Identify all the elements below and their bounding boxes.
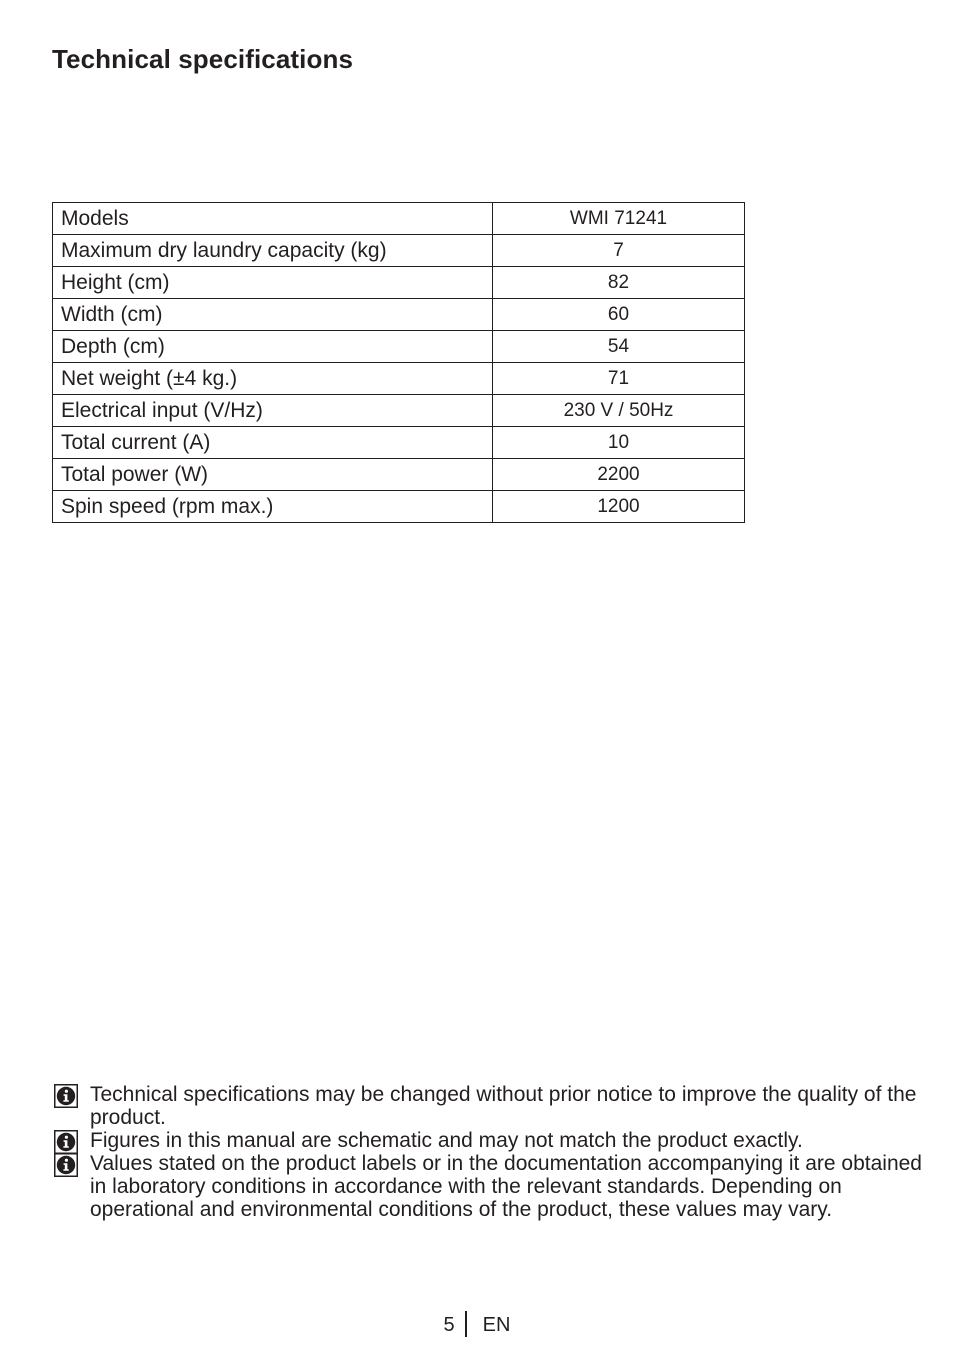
spec-value: 2200 [493, 459, 745, 491]
table-row [53, 459, 745, 491]
table-row [53, 331, 745, 363]
info-icon [54, 1084, 78, 1108]
spec-value: 7 [493, 235, 745, 267]
spec-label: Total power (W) [53, 459, 493, 491]
info-icon [54, 1153, 78, 1177]
spec-label: Maximum dry laundry capacity (kg) [53, 235, 493, 267]
notes-section [54, 1083, 934, 1221]
spec-label: Models [53, 203, 493, 235]
table-row [53, 235, 745, 267]
spec-value: 10 [493, 427, 745, 459]
table-row [53, 395, 745, 427]
page-footer [0, 1312, 954, 1338]
language-code: EN [482, 1314, 511, 1336]
spec-label: Net weight (±4 kg.) [53, 363, 493, 395]
table-row [53, 491, 745, 523]
spec-value: 60 [493, 299, 745, 331]
note-item [54, 1083, 934, 1129]
spec-value: 54 [493, 331, 745, 363]
spec-label: Depth (cm) [53, 331, 493, 363]
spec-label: Spin speed (rpm max.) [53, 491, 493, 523]
spec-label: Width (cm) [53, 299, 493, 331]
spec-value: WMI 71241 [493, 203, 745, 235]
spec-value: 71 [493, 363, 745, 395]
page-number: 5 [443, 1314, 455, 1336]
spec-value: 1200 [493, 491, 745, 523]
note-text: Technical specifications may be changed without prior notice to improve the quality of the product. [90, 1083, 917, 1129]
spec-label: Electrical input (V/Hz) [53, 395, 493, 427]
note-text: Values stated on the product labels or in the documentation accompanying it are obtained in laboratory conditions in accordance with the relevant standards. Depending on operational and environmental conditions of the product, these values may vary. [90, 1152, 922, 1221]
info-icon [54, 1130, 78, 1154]
page-title: Technical specifications [52, 44, 354, 74]
table-row [53, 363, 745, 395]
table-row [53, 267, 745, 299]
spec-label: Height (cm) [53, 267, 493, 299]
spec-value: 230 V / 50Hz [493, 395, 745, 427]
note-text: Figures in this manual are schematic and may not match the product exactly. [90, 1129, 803, 1152]
table-row [53, 299, 745, 331]
note-item [54, 1152, 934, 1221]
spec-value: 82 [493, 267, 745, 299]
table-row [53, 203, 745, 235]
spec-table [52, 202, 745, 523]
table-row [53, 427, 745, 459]
note-item [54, 1129, 934, 1152]
spec-label: Total current (A) [53, 427, 493, 459]
